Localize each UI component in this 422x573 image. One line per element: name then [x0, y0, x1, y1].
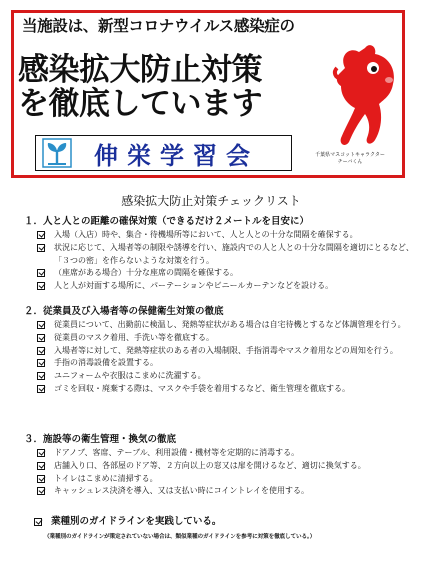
header-title-line1: 感染拡大防止対策 — [18, 52, 262, 88]
checked-box-icon — [37, 475, 45, 483]
checklist-section-3 — [24, 433, 414, 498]
checked-box-icon — [37, 487, 45, 495]
checklist-item: ドアノブ、客席、テーブル、利用設備・機材等を定期的に消毒する。 — [37, 447, 414, 460]
checklist-item: 人と人が対面する場所に、パーテーションやビニールカーテンなどを設ける。 — [37, 280, 414, 293]
checklist-section-1 — [24, 215, 414, 293]
checklist-item: 入場者等に対して、発熱等症状のある者の入場制限、手指消毒やマスク着用などの周知を行う。 — [37, 345, 414, 358]
footer-note: （業種別のガイドラインが策定されていない場合は、類似業種のガイドラインを参考に対策を徹底している。） — [44, 534, 316, 540]
footer-item-text: 業種別のガイドラインを実践している。 — [51, 516, 222, 527]
school-name: 伸栄学習会 — [94, 141, 259, 170]
checklist-item: ゴミを回収・廃棄する際は、マスクや手袋を着用するなど、衛生管理を徹底する。 — [37, 383, 414, 396]
mascot-caption-line2: チーバくん — [337, 159, 363, 165]
section-title: １．人と人との距離の確保対策（できるだけ２メートルを目安に） — [24, 216, 310, 227]
checklist-item: 店舗入り口、各部屋のドア等、２方向以上の窓又は扉を開けるなど、適切に換気する。 — [37, 460, 414, 473]
checklist-item: 入場（入店）時や、集合・待機場所等において、人と人との十分な間隔を確保する。 — [37, 229, 414, 242]
checked-box-icon — [37, 385, 45, 393]
school-name-box — [35, 135, 292, 171]
checked-box-icon — [37, 244, 45, 252]
checked-box-icon — [37, 269, 45, 277]
mascot-caption-line1: 千葉県マスコットキャラクター — [315, 152, 385, 158]
checked-box-icon — [37, 334, 45, 342]
checked-box-icon — [37, 321, 45, 329]
mascot-caption — [300, 152, 400, 166]
header-subtitle: 当施設は、新型コロナウイルス感染症の — [22, 17, 295, 35]
section-title: ２．従業員及び入場者等の保健衛生対策の徹底 — [24, 306, 224, 317]
checklist-item: トイレはこまめに清掃する。 — [37, 473, 414, 486]
checked-box-icon — [37, 359, 45, 367]
checklist-item: 従業員のマスク着用、手洗い等を徹底する。 — [37, 332, 414, 345]
checked-box-icon — [37, 449, 45, 457]
checklist-item: キャッシュレス決済を導入、又は支払い時にコイントレイを使用する。 — [37, 485, 414, 498]
checked-box-icon — [37, 231, 45, 239]
checked-box-icon — [34, 518, 42, 526]
chiba-kun-mascot-icon — [331, 38, 403, 148]
checklist-title: 感染拡大防止対策チェックリスト — [121, 194, 301, 208]
checked-box-icon — [37, 462, 45, 470]
checklist-item: 状況に応じて、入場者等の制限や誘導を行い、施設内での人と人との十分な間隔を適切にとるなど、「３つの密」を作らないような対策を行う。 — [37, 242, 414, 268]
checked-box-icon — [37, 372, 45, 380]
checked-box-icon — [37, 347, 45, 355]
checklist-item: 手指の消毒設備を設置する。 — [37, 357, 414, 370]
checklist-section-2 — [24, 305, 414, 396]
checklist-item: 従業員について、出勤前に検温し、発熱等症状がある場合は自宅待機とするなど体調管理を行う。 — [37, 319, 414, 332]
header-title-line2: を徹底しています — [18, 86, 262, 122]
checklist-item: ユニフォームや衣服はこまめに洗濯する。 — [37, 370, 414, 383]
checked-box-icon — [37, 282, 45, 290]
footer-checklist-item — [34, 515, 221, 528]
checklist-item: （座席がある場合）十分な座席の間隔を確保する。 — [37, 267, 414, 280]
sprout-logo-icon — [42, 138, 72, 168]
section-title: ３．施設等の衛生管理・換気の徹底 — [24, 434, 177, 445]
